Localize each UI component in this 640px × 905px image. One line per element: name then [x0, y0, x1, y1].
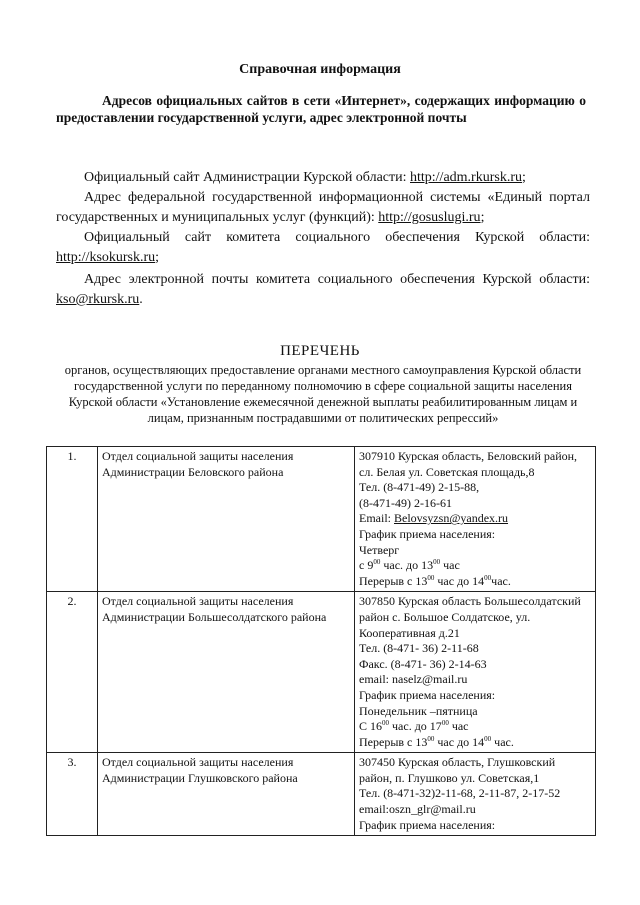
departments-table [46, 446, 596, 836]
kso-site-link[interactable]: http://ksokursk.ru [56, 250, 156, 265]
department-name: Отдел социальной защиты населения Администрации Большесолдатского района [98, 592, 355, 753]
schedule-label: График приема населения: [359, 817, 496, 832]
schedule-hours: с $9^{00}$ час. до $13^{00}$ час [359, 558, 460, 573]
page-title: Справочная информация [239, 62, 401, 77]
email-line: Email: Belovsyzsn@yandex.ru [359, 511, 509, 526]
table-row [47, 753, 596, 836]
address: 307850 Курская область Большесолдатский район с. Большое Солдатское, ул. Кооперативная д.21 [359, 594, 581, 640]
phone: Тел. (8-471- 36) 2-11-68 [359, 641, 479, 656]
row-number: 2. [47, 592, 98, 753]
email-link[interactable]: naselz@mail.ru [392, 672, 468, 687]
address: 307910 Курская область, Беловский район, сл. Белая ул. Советская площадь,8 [359, 449, 578, 479]
gosuslugi-link[interactable]: http://gosuslugi.ru [378, 210, 481, 225]
contact-info [355, 447, 596, 592]
email-link[interactable]: oszn_glr@mail.ru [389, 802, 476, 817]
contact-info [355, 592, 596, 753]
row-number: 1. [47, 447, 98, 592]
phone: Тел. (8-471-49) 2-15-88, [359, 480, 480, 495]
list-title: ПЕРЕЧЕНЬ [280, 343, 360, 359]
table-row [47, 592, 596, 753]
schedule-break: Перерыв с $13^{00}$ час до $14^{00}час$. [359, 573, 511, 588]
paragraph-kso-email: Адрес электронной почты комитета социального обеспечения Курской области: kso@rkursk.ru. [56, 272, 590, 307]
schedule-label: График приема населения: [359, 526, 496, 541]
row-number: 3. [47, 753, 98, 836]
email-line: email: naselz@mail.ru [359, 672, 468, 687]
schedule-hours: С $16^{00}$ час. до $17^{00}$ час [359, 719, 469, 734]
email-line: email:oszn_glr@mail.ru [359, 802, 476, 817]
phone: Тел. (8-471-32)2-11-68, 2-11-87, 2-17-52 [359, 786, 561, 801]
department-name: Отдел социальной защиты населения Администрации Беловского района [98, 447, 355, 592]
phone: (8-471-49) 2-16-61 [359, 495, 452, 510]
paragraph-gosuslugi: Адрес федеральной государственной информационной системы «Единый портал государственных и муниципальных услуг (функций): http://gosuslugi.ru; [56, 190, 590, 225]
adm-site-link[interactable]: http://adm.rkursk.ru [410, 170, 522, 185]
kso-email-link[interactable]: kso@rkursk.ru [56, 292, 140, 307]
schedule-days: Четверг [359, 542, 400, 557]
subheading-text: Адресов официальных сайтов в сети «Интернет», содержащих информацию о предоставлении государственной услуги, адрес электронной почты [56, 93, 586, 125]
list-description: органов, осуществляющих предоставление органами местного самоуправления Курской области государственной услуги по переданному полномочию в сфере социальной защиты населения Курской области «Установление ежемесячной денежной выплаты реабилитированным лицам и лицам, признанным пострадавшими от политических репрессий» [64, 363, 582, 425]
address: 307450 Курская область, Глушковский район, п. Глушково ул. Советская,1 [359, 755, 556, 785]
table-row [47, 447, 596, 592]
paragraph-adm-site: Официальный сайт Администрации Курской области: http://adm.rkursk.ru; [84, 170, 526, 185]
schedule-label: График приема населения: [359, 687, 496, 702]
department-name: Отдел социальной защиты населения Администрации Глушковского района [98, 753, 355, 836]
schedule-break: Перерыв с $13^{00}$ час до $14^{00}$ час. [359, 734, 514, 749]
paragraph-kso-site: Официальный сайт комитета социального обеспечения Курской области: http://ksokursk.ru; [56, 230, 590, 265]
fax: Факс. (8-471- 36) 2-14-63 [359, 656, 487, 671]
contact-info [355, 753, 596, 836]
schedule-days: Понедельник –пятница [359, 703, 478, 718]
subheading [56, 92, 586, 126]
email-link[interactable]: Belovsyzsn@yandex.ru [394, 511, 509, 526]
